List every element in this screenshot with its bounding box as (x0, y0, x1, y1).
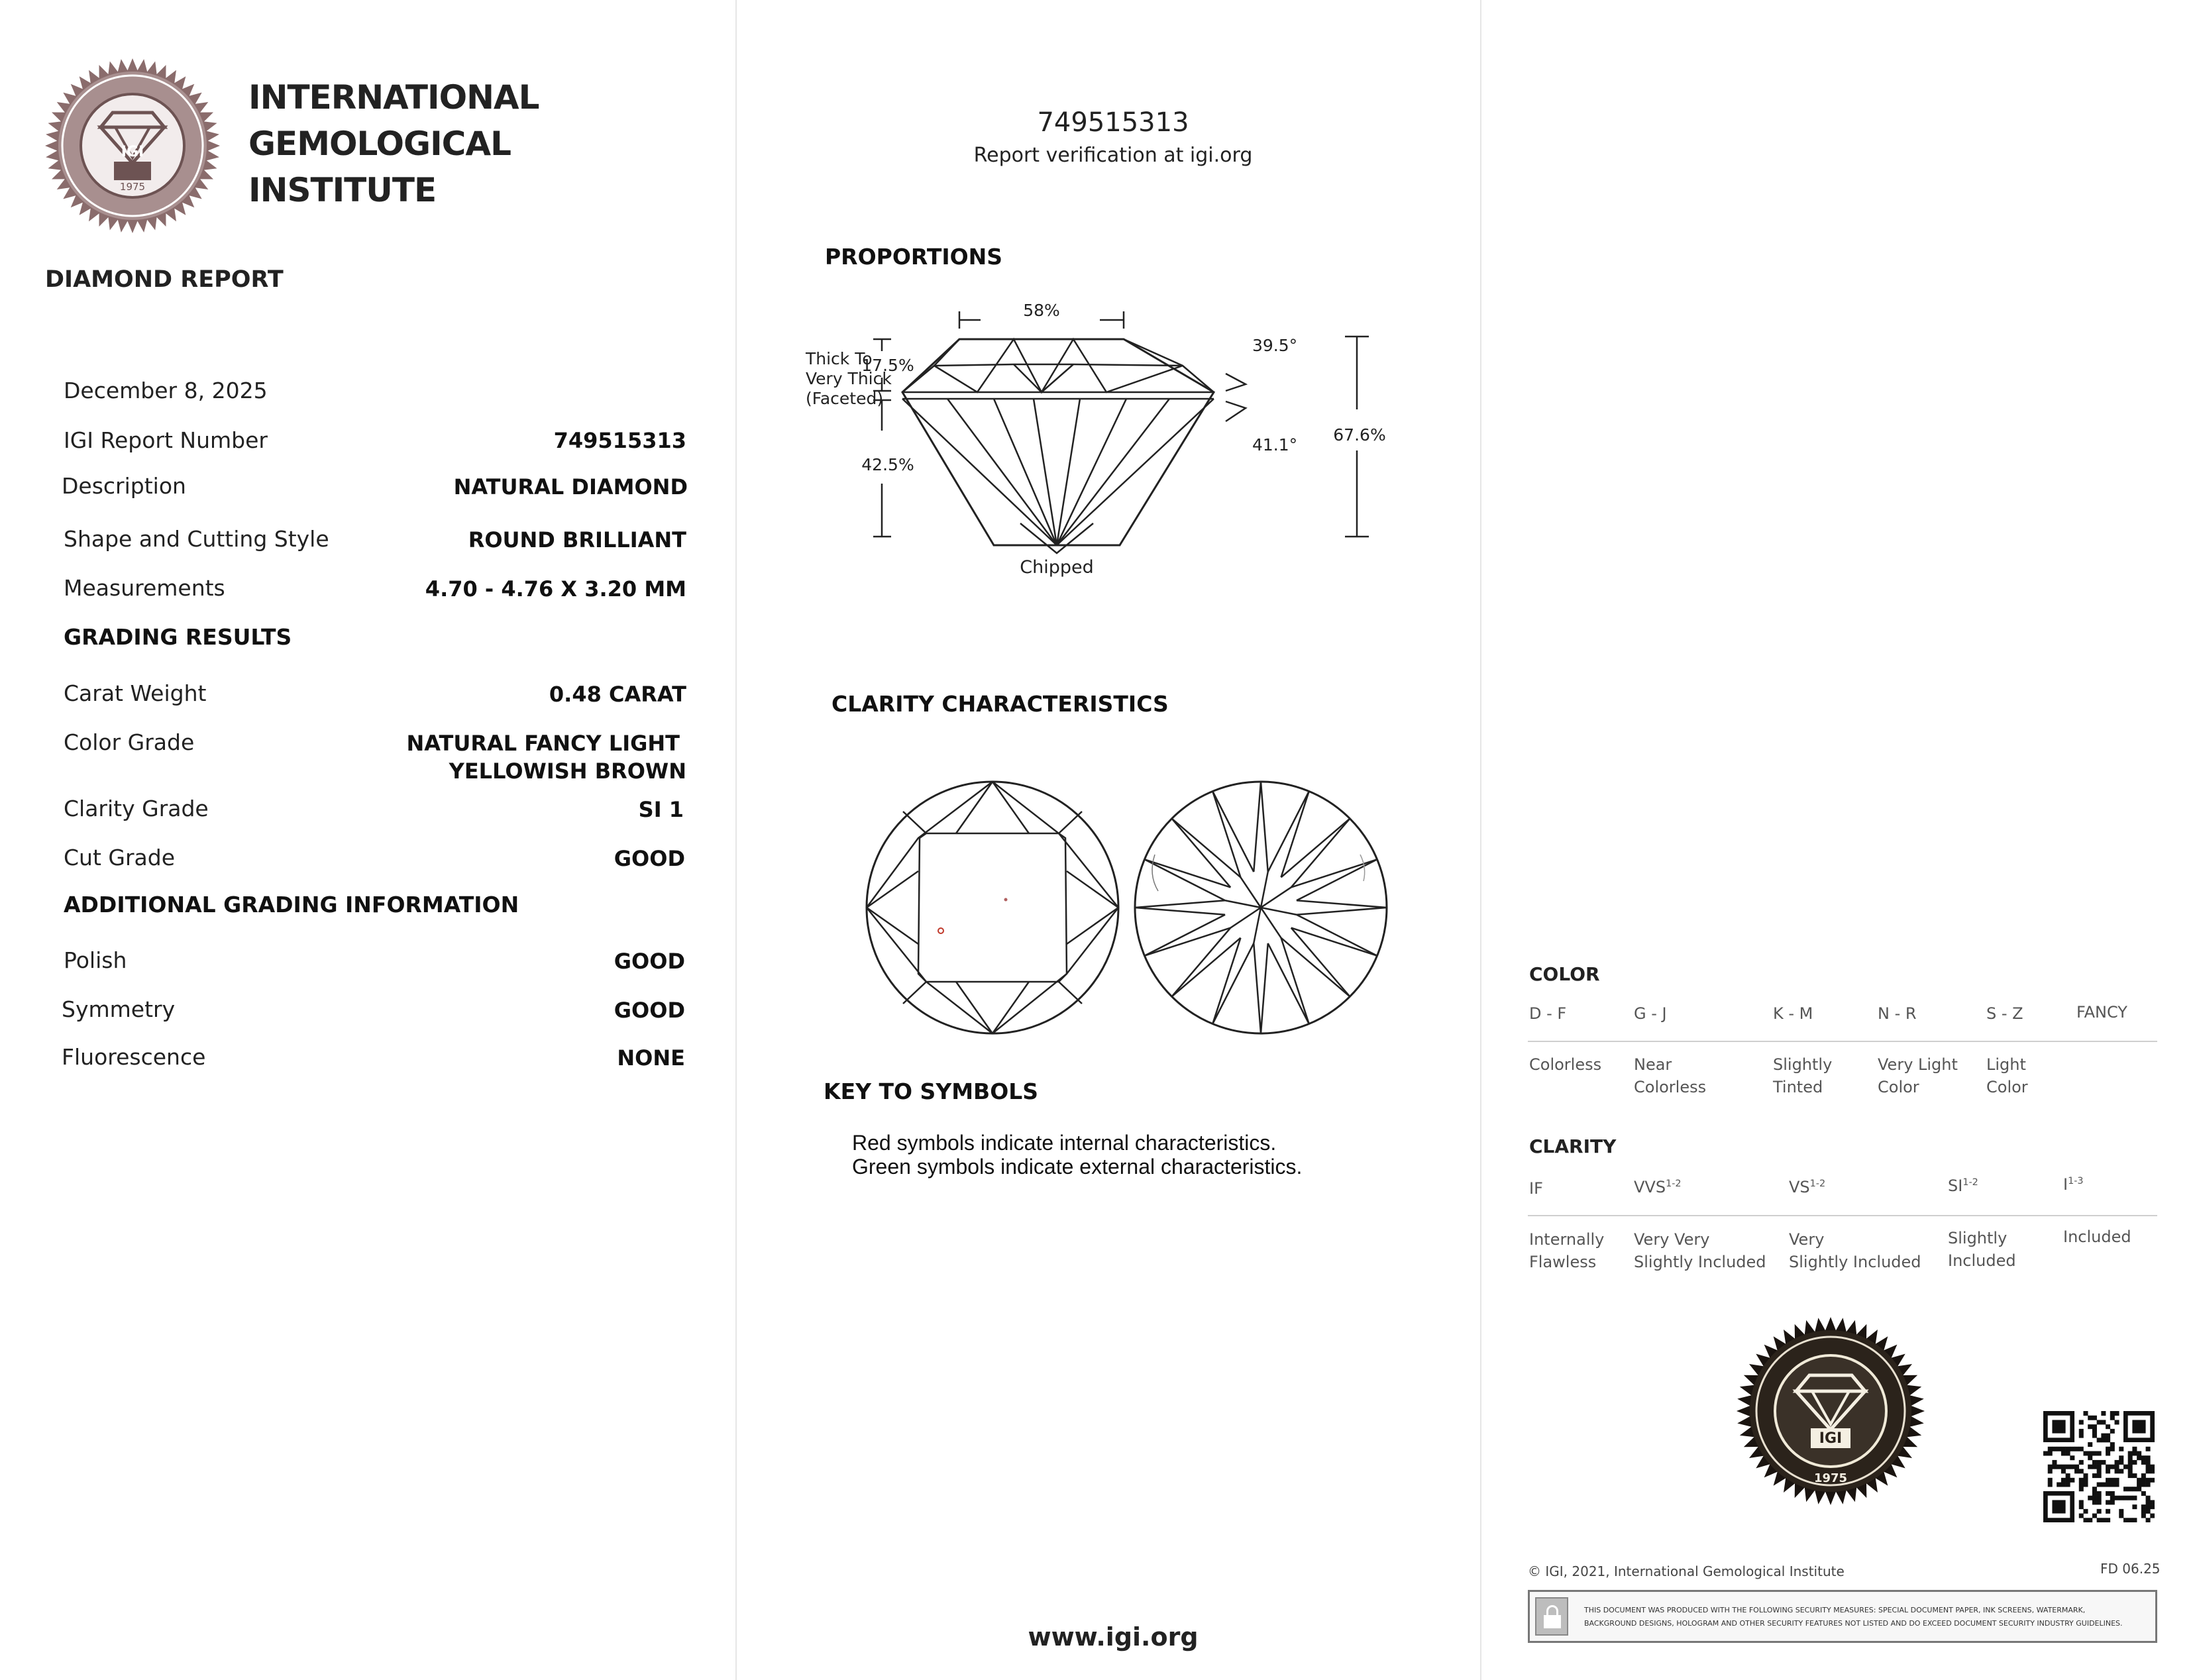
svg-text:39.5°: 39.5° (1252, 336, 1298, 355)
additional-heading: ADDITIONAL GRADING INFORMATION (64, 892, 519, 918)
institute-name-line: GEMOLOGICAL (248, 125, 511, 163)
clarity-scale-grade: IF (1529, 1179, 1543, 1198)
clarity-plot-crown (860, 775, 1125, 1040)
inclusion-mark (1004, 898, 1008, 902)
carat-value: 0.48 CARAT (549, 682, 686, 707)
svg-text:1975: 1975 (119, 181, 146, 193)
website-link[interactable]: www.igi.org (1028, 1622, 1199, 1652)
svg-text:IGI: IGI (1819, 1430, 1843, 1447)
middle-report-number: 749515313 (1037, 107, 1189, 138)
color-scale-desc: Near Colorless (1634, 1055, 1707, 1096)
form-code: FD 06.25 (2100, 1561, 2161, 1577)
color-scale-grade: D - F (1529, 1004, 1567, 1023)
symmetry-label: Symmetry (62, 996, 176, 1022)
shape-label: Shape and Cutting Style (64, 526, 329, 552)
svg-text:41.1°: 41.1° (1252, 435, 1298, 454)
clarity-scale-desc: Internally Flawless (1529, 1230, 1605, 1271)
igi-seal-logo (36, 56, 229, 235)
color-grade-value-line2: YELLOWISH BROWN (449, 759, 686, 784)
proportions-heading: PROPORTIONS (825, 244, 1003, 270)
color-scale-grade: S - Z (1986, 1004, 2023, 1023)
clarity-scale-desc: Very Slightly Included (1789, 1230, 1921, 1271)
color-scale-grade: G - J (1634, 1004, 1667, 1023)
key-to-symbols-heading: KEY TO SYMBOLS (824, 1078, 1039, 1104)
symmetry-value: GOOD (614, 998, 685, 1023)
report-title: DIAMOND REPORT (45, 266, 284, 293)
clarity-grade-value: SI 1 (638, 797, 684, 822)
report-number-value: 749515313 (553, 428, 686, 453)
polish-value: GOOD (614, 949, 685, 974)
color-scale-grade: K - M (1773, 1004, 1813, 1023)
description-value: NATURAL DIAMOND (453, 474, 688, 499)
security-text-line1: THIS DOCUMENT WAS PRODUCED WITH THE FOLLOWING SECURITY MEASURES: SPECIAL DOCUMENT PAPER, INK SCREENS, WATERMARK, (1584, 1606, 2086, 1614)
clarity-grade-label: Clarity Grade (64, 796, 209, 821)
fluorescence-value: NONE (617, 1045, 685, 1071)
hologram-seal (1735, 1315, 1927, 1507)
institute-name-line: INTERNATIONAL (248, 78, 539, 117)
svg-text:17.5%: 17.5% (861, 356, 914, 375)
svg-text:Thick To: Thick To (806, 349, 873, 368)
svg-text:IGI: IGI (121, 144, 144, 160)
clarity-scale-divider (1528, 1215, 2157, 1216)
report-date: December 8, 2025 (64, 378, 268, 403)
color-scale-divider (1528, 1041, 2157, 1042)
svg-text:Chipped: Chipped (1020, 557, 1094, 578)
lock-icon (1535, 1597, 1568, 1636)
cut-grade-value: GOOD (614, 846, 685, 871)
fold-line-right (1480, 0, 1481, 1680)
report-number-label: IGI Report Number (64, 427, 268, 453)
description-label: Description (62, 473, 186, 499)
svg-text:42.5%: 42.5% (861, 455, 914, 474)
svg-text:(Faceted): (Faceted) (806, 389, 884, 408)
grading-results-heading: GRADING RESULTS (64, 624, 292, 650)
institute-name (248, 74, 539, 213)
svg-text:Very Thick: Very Thick (806, 369, 892, 388)
inclusion-mark (938, 928, 943, 933)
security-notice-box (1528, 1590, 2157, 1643)
svg-text:1975: 1975 (1813, 1471, 1848, 1485)
key-line-internal: Red symbols indicate internal characteristics. (852, 1131, 1277, 1155)
color-scale-title: COLOR (1529, 963, 1600, 985)
clarity-scale-desc: Included (2063, 1228, 2131, 1246)
clarity-scale-desc: Slightly Included (1948, 1229, 2016, 1270)
measurements-label: Measurements (64, 575, 225, 601)
color-scale-desc: Very Light Color (1878, 1055, 1958, 1096)
color-grade-label: Color Grade (64, 729, 195, 755)
report-verification: Report verification at igi.org (973, 144, 1253, 167)
polish-label: Polish (64, 947, 127, 973)
clarity-scale-grade: VVS$^{1-2}$ (1634, 1178, 1682, 1196)
fold-line-left (735, 0, 737, 1680)
security-text-line2: BACKGROUND DESIGNS, HOLOGRAM AND OTHER SECURITY FEATURES NOT LISTED AND DO EXCEED DOCUMENT SECURITY INDUSTRY GUIDELINES. (1584, 1619, 2123, 1628)
clarity-plot-pavilion (1128, 775, 1393, 1040)
fluorescence-label: Fluorescence (62, 1044, 206, 1070)
measurements-value: 4.70 - 4.76 X 3.20 MM (425, 576, 686, 602)
clarity-scale-grade: SI$^{1-2}$ (1948, 1177, 1978, 1195)
color-scale-desc: Colorless (1529, 1055, 1602, 1074)
clarity-characteristics-heading: CLARITY CHARACTERISTICS (831, 691, 1169, 717)
qr-code[interactable] (2043, 1411, 2155, 1522)
svg-text:67.6%: 67.6% (1333, 425, 1386, 445)
color-scale-grade: N - R (1878, 1004, 1917, 1023)
institute-name-line: INSTITUTE (248, 171, 437, 209)
clarity-scale-grade: VS$^{1-2}$ (1789, 1178, 1826, 1196)
copyright-notice: © IGI, 2021, International Gemological Institute (1528, 1563, 1845, 1579)
carat-label: Carat Weight (64, 680, 207, 706)
color-scale-desc: Light Color (1986, 1055, 2028, 1096)
color-scale-desc: Slightly Tinted (1773, 1055, 1833, 1096)
color-grade-value-line1: NATURAL FANCY LIGHT (406, 731, 680, 756)
color-scale-grade: FANCY (2076, 1003, 2127, 1022)
shape-value: ROUND BRILLIANT (468, 527, 686, 552)
svg-text:58%: 58% (1023, 301, 1060, 320)
cut-grade-label: Cut Grade (64, 845, 175, 870)
clarity-scale-title: CLARITY (1529, 1135, 1617, 1157)
clarity-scale-grade: $I^{1-3}$ (2063, 1175, 2084, 1194)
clarity-scale-desc: Very Very Slightly Included (1634, 1230, 1766, 1271)
key-line-external: Green symbols indicate external characteristics. (852, 1155, 1303, 1179)
proportions-diagram (795, 291, 1418, 583)
